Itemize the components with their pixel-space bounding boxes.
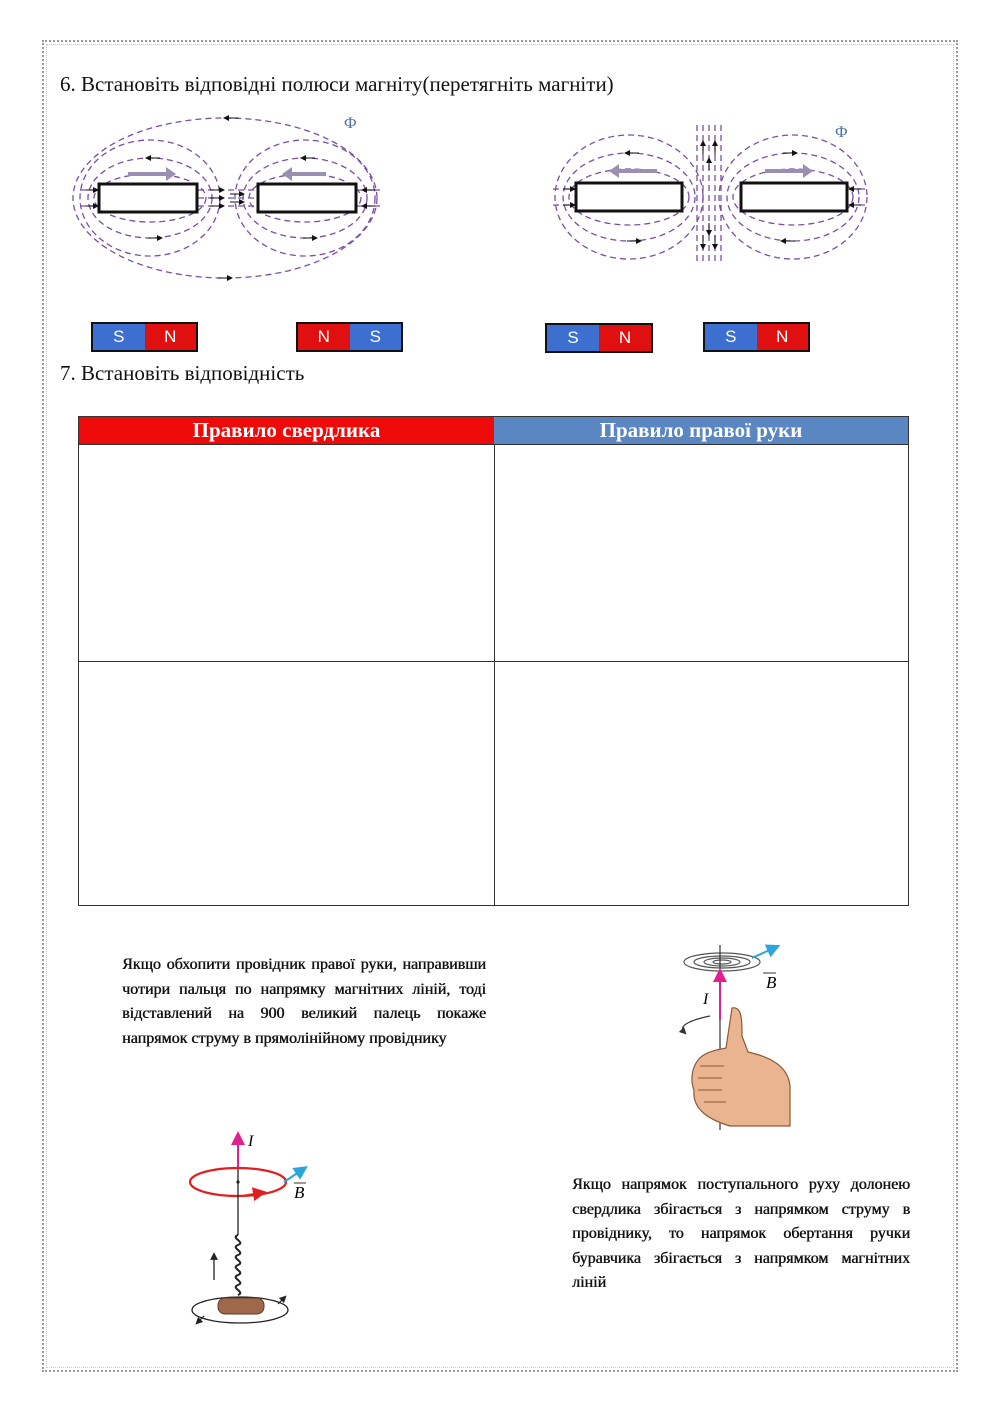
magnet-3-right-pole: N [599,325,651,351]
question-7-title: 7. Встановіть відповідність [60,361,305,385]
text-card-right-hand[interactable]: Якщо обхопити провідник правої руки, направивши чотири пальця по напрямку магнітних ліній, тоді відставлений на 900 великий палець покаже напрямок струму в прямолінійному провіднику [122,956,486,1047]
drop-zone-gimlet-2[interactable] [78,661,495,906]
field-diagram-repel [545,115,875,275]
magnet-1[interactable] [91,322,198,352]
magnet-3-left-pole: S [547,325,599,351]
text-card-gimlet[interactable]: Якщо напрямок поступального руху долонею свердлика збігається з напрямком струму в провіднику, то напрямок обертання ручки буравчика збігається з напрямком магнітних ліній [572,1176,910,1291]
matching-table [78,416,909,906]
magnet-3[interactable] [545,323,653,353]
magnet-2-left-pole: N [298,324,350,350]
svg-text:Ф: Ф [835,124,848,141]
header-gimlet-rule: Правило свердлика [79,417,494,444]
drop-zone-right-hand-1[interactable] [494,444,909,662]
magnet-2[interactable] [296,322,403,352]
svg-text:B: B [294,1183,305,1202]
magnet-4-right-pole: N [757,324,809,350]
gimlet-figure[interactable] [180,1130,320,1335]
field-diagram-attract [70,110,400,290]
header-right-hand-rule: Правило правої руки [494,417,908,444]
svg-text:B: B [766,973,777,992]
question-6-title: 6. Встановіть відповідні полюси магніту(перетягніть магніти) [60,72,614,96]
magnet-2-right-pole: S [350,324,402,350]
right-hand-figure[interactable] [670,940,800,1135]
svg-text:I: I [248,1133,254,1150]
magnet-4-left-pole: S [705,324,757,350]
drop-zone-right-hand-2[interactable] [494,661,909,906]
drop-zone-gimlet-1[interactable] [78,444,495,662]
magnet-4[interactable] [703,322,810,352]
magnet-1-left-pole: S [93,324,145,350]
svg-text:Ф: Ф [344,115,357,132]
magnet-1-right-pole: N [145,324,197,350]
svg-text:I: I [703,991,709,1008]
